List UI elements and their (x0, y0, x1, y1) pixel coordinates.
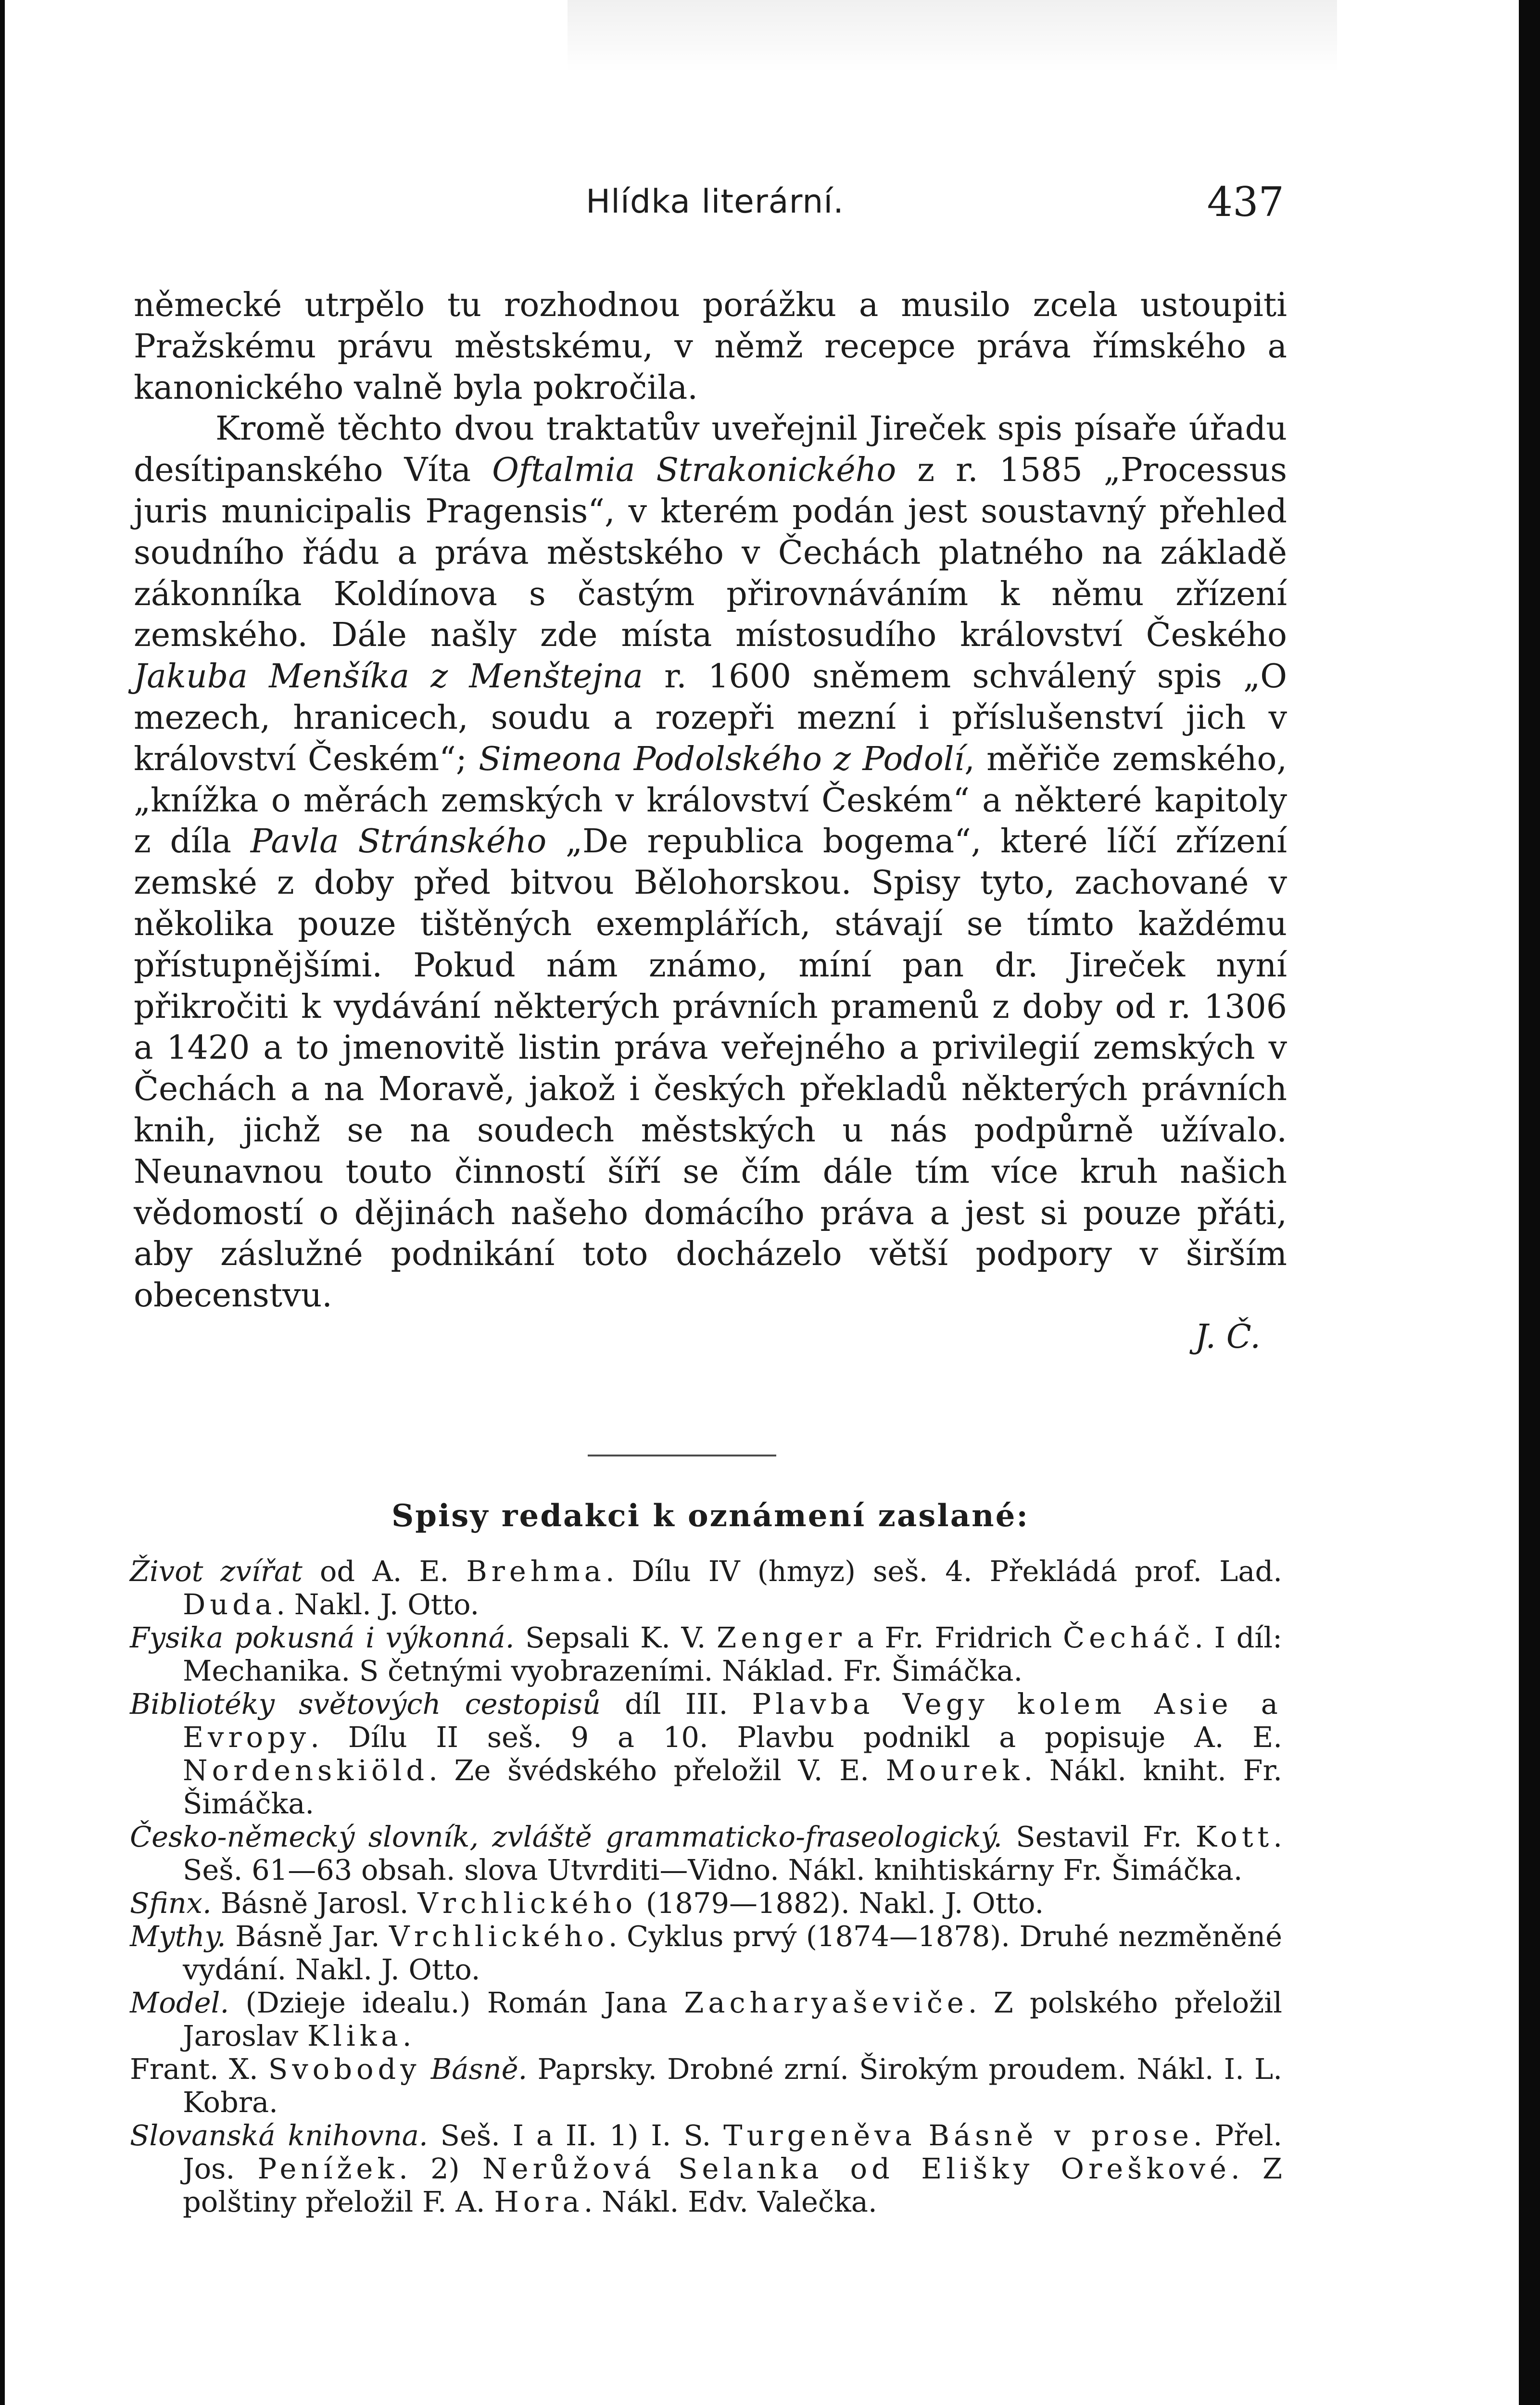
spaced-name: Brehma (466, 1555, 606, 1588)
italic-text: Sfinx. (130, 1886, 212, 1920)
text-run (421, 2052, 431, 2086)
text-run: . Nakl. J. Otto. (276, 1588, 480, 1621)
spaced-name: Vrchlického (389, 1920, 608, 1953)
italic-text: Model. (130, 1986, 229, 2019)
spaced-name: Svobody (268, 2052, 421, 2086)
italic-text: Bibliotéky světových cestopisů (130, 1687, 601, 1721)
spaced-name: Mourek (885, 1754, 1024, 1787)
paragraph-2 (134, 408, 1287, 1316)
italic-text: Jakuba Menšíka z Menštejna (134, 658, 643, 696)
list-entry (130, 1886, 1282, 1920)
spaced-name: Básně v prose (928, 2119, 1193, 2152)
italic-text: Pavla Stránského (250, 823, 547, 861)
paragraph-1 (134, 285, 1287, 408)
text-run: německé utrpělo tu rozhodnou porážku a musilo zcela ustoupiti Pražskému právu městskému, v němž recepce práva římského a kanonického valně byla pokročila. (134, 286, 1287, 407)
spaced-name: Turgeněva (723, 2119, 916, 2152)
italic-text: Česko-německý slovník, zvláště grammaticko-fraseologický. (130, 1820, 1003, 1853)
text-run: . Dílu II seš. 9 a 10. Plavbu podnikl a popisuje A. E. (310, 1721, 1282, 1754)
text-run: (1879—1882). Nakl. J. Otto. (637, 1886, 1044, 1920)
scan-edge-left (0, 0, 5, 2405)
list-entry (130, 2119, 1282, 2218)
text-run: (Dzieje idealu.) Román Jana (229, 1986, 684, 2019)
text-run: r. 1600 sněmem schválený spis „O mezech, hranicech, soudu a rozepři mezní i příslušenství jich v království Českém“; (134, 658, 1288, 778)
text-run: Básně Jarosl. (211, 1886, 418, 1920)
text-run: . 2) (399, 2152, 482, 2185)
list-title: Spisy redakci k oznámení zaslané: (391, 1498, 1030, 1534)
text-run: . Dílu IV (hmyz) seš. 4. Překládá prof. Lad. (605, 1555, 1282, 1588)
spaced-name: Selanka od Elišky Oreškové (678, 2152, 1231, 2185)
text-run: díl III. (601, 1687, 752, 1721)
spaced-name: Zenger (717, 1621, 846, 1654)
list-entry (130, 2052, 1282, 2119)
spaced-name: Nerůžová (482, 2152, 656, 2185)
text-run: Paprsky. Drobné zrní. Širokým proudem. Nákl. I. L. Kobra. (183, 2052, 1282, 2119)
text-run: Básně Jar. (226, 1920, 390, 1953)
text-run (656, 2152, 678, 2185)
list-entry (130, 1820, 1282, 1886)
running-head: Hlídka literární. (586, 183, 844, 221)
spaced-name: Plavba Vegy kolem Asie a Evropy (183, 1687, 1282, 1754)
list-entry (130, 1687, 1282, 1820)
italic-text: Život zvířat (130, 1555, 303, 1588)
spaced-name: Vrchlického (417, 1886, 637, 1920)
signature: J. Č. (1195, 1317, 1261, 1356)
text-run: . Ze švédského přeložil V. E. (429, 1754, 886, 1787)
italic-text: Oftalmia Strakonického (492, 451, 896, 490)
text-run: Kromě těchto dvou traktatův uveřejnil Jireček spis písaře úřadu desítipanského Víta (134, 410, 1287, 490)
text-run: „De republica bogema“, které líčí zřízení zemské z doby před bitvou Bělohorskou. Spisy tyto, zachované v několika pouze tištěných exemplářích, stávají se tímto každému přístupnějšími. Pokud nám známo, míní pan dr. Jireček nyní přikročiti k vydávání některých právních pramenů z doby od r. 1306 a 1420 a to jmenovitě listin práva veřejného a privilegií zemských v Čechách a na Moravě, jakož i českých překladů některých právních knih, jichž se na soudech městských u nás podpůrně užívalo. Neunavnou touto činností šíří se čím dále tím více kruh našich vědomostí o dějinách našeho domácího práva a jest si pouze přáti, aby záslužné podnikání toto docházelo větší podpory v širším obecenstvu. (134, 823, 1288, 1315)
text-run: , měřiče zemského, „knížka o měrách zemských v království Českém“ a některé kapitoly z díla (134, 740, 1288, 861)
spaced-name: Hora (494, 2185, 584, 2218)
italic-text: Básně. (430, 2052, 528, 2086)
italic-text: Mythy. (130, 1920, 226, 1953)
spaced-name: Zacharyaševiče (684, 1986, 968, 2019)
text-run: a Fr. Fridrich (846, 1621, 1063, 1654)
text-run: Sepsali K. V. (514, 1621, 717, 1654)
text-run: . Cyklus prvý (1874—1878). Druhé nezměněné vydání. Nakl. J. Otto. (183, 1920, 1282, 1986)
page-number: 437 (1207, 178, 1284, 226)
spaced-name: Nordenskiöld (183, 1754, 429, 1787)
italic-text: Slovanská knihovna. (130, 2119, 428, 2152)
text-run: . Seš. 61—63 obsah. slova Utvrditi—Vidno. Nákl. knihtiskárny Fr. Šimáčka. (183, 1820, 1283, 1886)
list-entry (130, 1555, 1282, 1621)
text-run: . Nákl. kniht. Fr. Šimáčka. (183, 1754, 1282, 1820)
spaced-name: Klika (307, 2019, 403, 2052)
list-entry (130, 1986, 1282, 2052)
spaced-name: Čecháč (1062, 1621, 1195, 1654)
list-entry (130, 1920, 1282, 1986)
text-run: . I díl: Mechanika. S četnými vyobrazeními. Náklad. Fr. Šimáčka. (183, 1621, 1282, 1687)
text-run: . Z polského přeložil Jaroslav (183, 1986, 1282, 2052)
italic-text: Fysika pokusná i výkonná. (130, 1621, 515, 1654)
spaced-name: Duda (183, 1588, 277, 1621)
text-run: z r. 1585 „Processus juris municipalis Pragensis“, v kterém podán jest soustavný přehled soudního řádu a práva městského v Čechách platného na základě zákonníka Koldínova s častým přirovnáváním k němu zřízení zemského. Dále našly zde místa místosudího království Českého (134, 451, 1288, 655)
text-run: . Nákl. Edv. Valečka. (583, 2185, 877, 2218)
text-run: Seš. I a II. 1) I. S. (428, 2119, 724, 2152)
text-run: . (402, 2019, 412, 2052)
text-run: . Přel. Jos. (183, 2119, 1282, 2185)
spaced-name: Penížek (257, 2152, 399, 2185)
spaced-name: Kott (1195, 1820, 1274, 1853)
received-books-list (130, 1555, 1282, 2218)
text-run: Frant. X. (130, 2052, 268, 2086)
italic-text: Simeona Podolského z Podolí (479, 740, 965, 778)
article-body (134, 285, 1287, 1358)
text-run: Sestavil Fr. (1002, 1820, 1196, 1853)
scan-edge-right (1519, 0, 1540, 2405)
text-run: . Z polštiny přeložil F. A. (183, 2152, 1282, 2218)
text-run: od A. E. (302, 1555, 467, 1588)
text-run (916, 2119, 929, 2152)
section-divider (588, 1455, 776, 1456)
list-entry (130, 1621, 1282, 1687)
scan-bleed (568, 0, 1337, 72)
